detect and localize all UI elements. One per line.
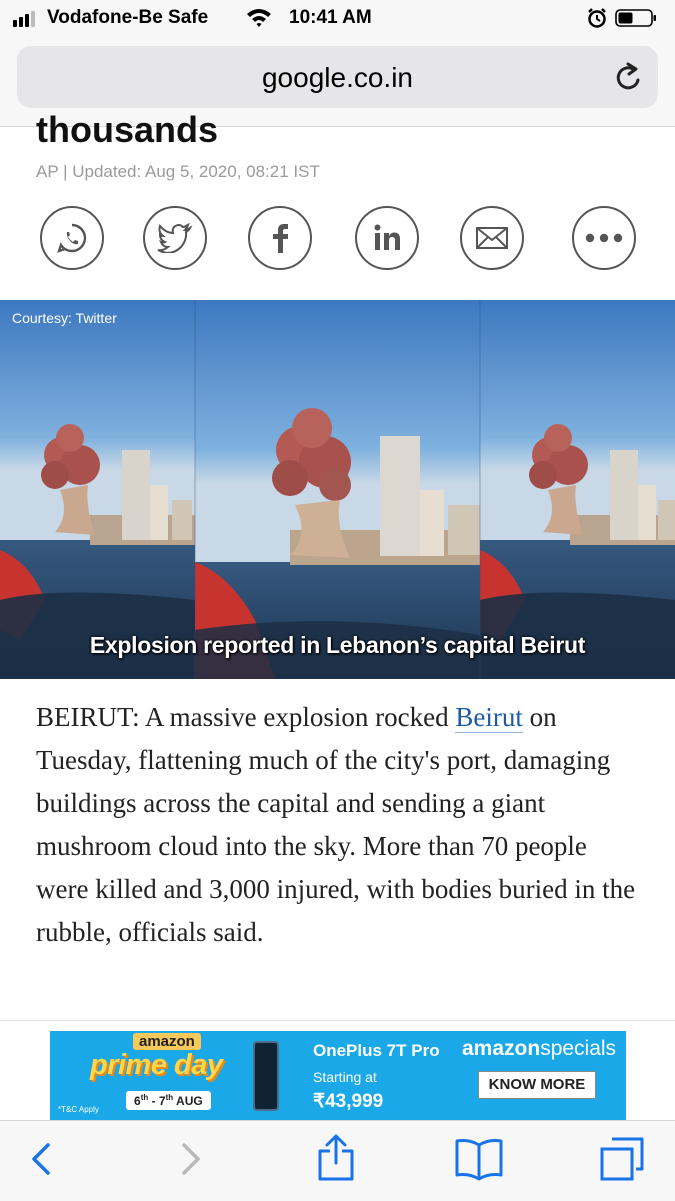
terms-note: *T&C Apply [58,1105,99,1114]
amazon-label: amazon [133,1033,201,1050]
sale-dates: 6th - 7th AUG [126,1091,211,1110]
share-facebook-button[interactable] [248,206,312,270]
article-image[interactable] [0,300,675,679]
specials-word: specials [540,1037,617,1060]
article-headline: thousands [36,109,219,150]
share-whatsapp-button[interactable] [40,206,104,270]
share-icon[interactable] [316,1133,356,1183]
prime-day-logo: prime day [90,1049,223,1081]
share-more-button[interactable] [572,206,636,270]
clock: 10:41 AM [289,7,372,28]
whatsapp-icon [55,221,89,255]
explosion-scene-image [0,300,675,679]
more-icon [584,233,624,243]
bookmarks-icon[interactable] [454,1137,504,1181]
status-bar [0,0,675,38]
image-caption: Explosion reported in Lebanon’s capital Beirut [89,632,586,658]
share-linkedin-button[interactable] [355,206,419,270]
starting-at-label: Starting at [313,1069,377,1085]
article-body-rest: on Tuesday, flattening much of the city's port, damaging buildings across the capital and sending a giant mushroom cloud into the sky. More than 70 people were killed and 3,000 injured, with bodies buried in the rubble, officials said. [36,702,636,947]
battery-icon [615,9,657,27]
know-more-button[interactable]: KNOW MORE [478,1071,596,1099]
share-email-button[interactable] [460,206,524,270]
product-name: OnePlus 7T Pro [313,1041,440,1060]
email-icon [475,226,509,250]
article-byline: AP | Updated: Aug 5, 2020, 08:21 IST [36,162,320,181]
product-price: ₹43,999 [313,1091,384,1112]
article-body-lead: BEIRUT: A massive explosion rocked [36,702,456,732]
reload-icon[interactable] [614,61,644,93]
address-bar[interactable] [17,46,658,108]
back-icon[interactable] [28,1139,54,1179]
beirut-link[interactable]: Beirut [455,702,523,732]
url-text[interactable]: google.co.in [261,62,413,93]
carrier-name: Vodafone-Be Safe [47,7,209,28]
wifi-icon [246,7,272,29]
amazon-banner-ad[interactable] [50,1031,626,1120]
facebook-icon [268,220,292,256]
image-credit: Courtesy: Twitter [12,310,117,326]
divider [0,1020,675,1021]
amazon-specials-logo [462,1037,616,1061]
twitter-icon [157,223,193,253]
article-body [36,696,646,954]
specials-brand: amazon [462,1037,541,1060]
tabs-icon[interactable] [598,1135,646,1183]
signal-icon [13,9,41,27]
linkedin-icon [371,222,403,254]
alarm-icon [586,7,608,29]
phone-image [253,1041,279,1111]
share-twitter-button[interactable] [143,206,207,270]
browser-toolbar [0,1120,675,1201]
forward-icon[interactable] [178,1139,204,1179]
